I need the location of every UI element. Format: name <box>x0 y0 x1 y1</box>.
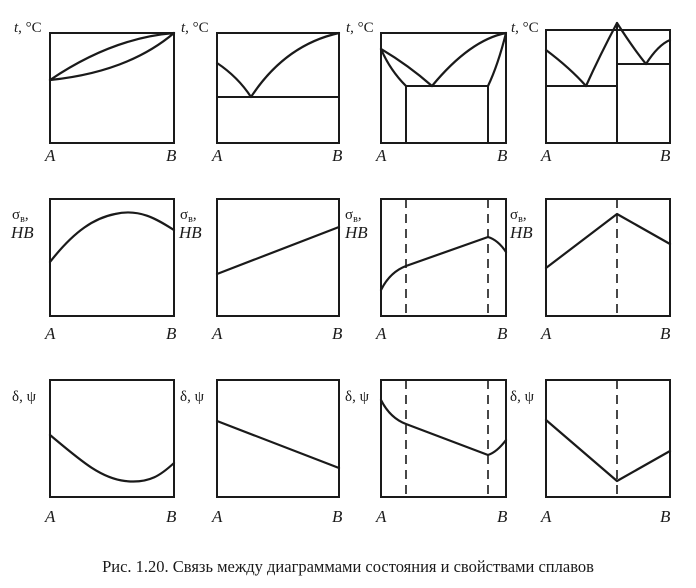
x-axis-label-b: B <box>660 146 671 165</box>
x-axis-label-b: B <box>660 324 671 343</box>
x-axis-label-a: A <box>45 507 56 526</box>
y-axis-label-temperature: t, °C <box>181 20 209 36</box>
x-axis-label-b: B <box>332 324 343 343</box>
x-axis-label-b: B <box>166 146 177 165</box>
strength-curve <box>546 214 670 268</box>
panel-row1-col4 <box>511 20 671 165</box>
panel-row3-col1 <box>12 380 177 526</box>
solidus-curve-left <box>381 49 406 86</box>
solidus-curve <box>50 33 174 80</box>
solidus-curve-right <box>488 33 506 86</box>
x-axis-label-a: A <box>212 507 223 526</box>
x-axis-label-b: B <box>497 507 508 526</box>
panel-row2-col4 <box>509 199 671 343</box>
y-axis-label-ductility: δ, ψ <box>12 389 36 405</box>
y-axis-label-hb: HB <box>11 223 34 242</box>
y-axis-label-hb: HB <box>179 223 202 242</box>
panel-frame <box>217 199 339 316</box>
x-axis-label-b: B <box>166 507 177 526</box>
panel-frame <box>217 380 339 497</box>
y-axis-label-temperature: t, °C <box>511 20 539 36</box>
y-axis-label-strength: $\sigma_в$, <box>345 207 362 225</box>
x-axis-label-a: A <box>212 146 223 165</box>
panel-row3-col2 <box>180 380 343 526</box>
panel-frame <box>50 380 174 497</box>
panel-frame <box>50 33 174 143</box>
figure-caption: Рис. 1.20. Связь между диаграммами состояния и свойствами сплавов <box>102 557 594 576</box>
x-axis-label-a: A <box>376 324 387 343</box>
ductility-line <box>217 421 339 468</box>
x-axis-label-b: B <box>332 146 343 165</box>
panel-row2-col1 <box>10 199 177 343</box>
y-axis-label-ductility: δ, ψ <box>510 389 534 405</box>
x-axis-label-b: B <box>332 507 343 526</box>
y-axis-label-ductility: δ, ψ <box>345 389 369 405</box>
liquidus-curve-left <box>217 63 251 97</box>
panel-row3-col3 <box>345 380 508 526</box>
y-axis-label-strength: $\sigma_в$, <box>12 207 29 225</box>
liquidus-curve-right <box>432 33 506 86</box>
y-axis-label-strength: $\sigma_в$, <box>180 207 197 225</box>
x-axis-label-a: A <box>541 146 552 165</box>
x-axis-label-a: A <box>45 324 56 343</box>
panel-row3-col4 <box>510 380 671 526</box>
panel-row2-col2 <box>178 199 343 343</box>
x-axis-label-a: A <box>212 324 223 343</box>
panel-row1-col1 <box>14 20 177 165</box>
liquidus-curve-right <box>251 33 339 97</box>
y-axis-label-hb: HB <box>345 223 368 242</box>
liquidus-curve <box>50 33 174 80</box>
panel-frame <box>50 199 174 316</box>
x-axis-label-b: B <box>497 146 508 165</box>
x-axis-label-b: B <box>660 507 671 526</box>
y-axis-label-hb: HB <box>510 223 533 242</box>
strength-line <box>217 227 339 274</box>
y-axis-label-temperature: t, °C <box>14 20 42 36</box>
ductility-curve <box>50 435 174 482</box>
liquidus-curve-left <box>381 49 432 86</box>
strength-curve <box>50 212 174 262</box>
panel-row2-col3 <box>344 199 508 343</box>
liquidus-curve-1 <box>546 50 586 86</box>
ductility-curve <box>546 420 670 481</box>
x-axis-label-b: B <box>497 324 508 343</box>
y-axis-label-strength: $\sigma_в$, <box>510 207 527 225</box>
panel-frame <box>546 380 670 497</box>
x-axis-label-a: A <box>541 324 552 343</box>
x-axis-label-a: A <box>376 507 387 526</box>
y-axis-label-ductility: δ, ψ <box>180 389 204 405</box>
x-axis-label-a: A <box>541 507 552 526</box>
panel-row1-col3 <box>346 20 508 165</box>
x-axis-label-a: A <box>376 146 387 165</box>
panel-frame <box>217 33 339 143</box>
liquidus-curve-2 <box>586 23 617 86</box>
panel-frame <box>546 199 670 316</box>
x-axis-label-a: A <box>45 146 56 165</box>
panel-row1-col2 <box>181 20 343 165</box>
y-axis-label-temperature: t, °C <box>346 20 374 36</box>
liquidus-curve-4 <box>646 40 670 64</box>
x-axis-label-b: B <box>166 324 177 343</box>
